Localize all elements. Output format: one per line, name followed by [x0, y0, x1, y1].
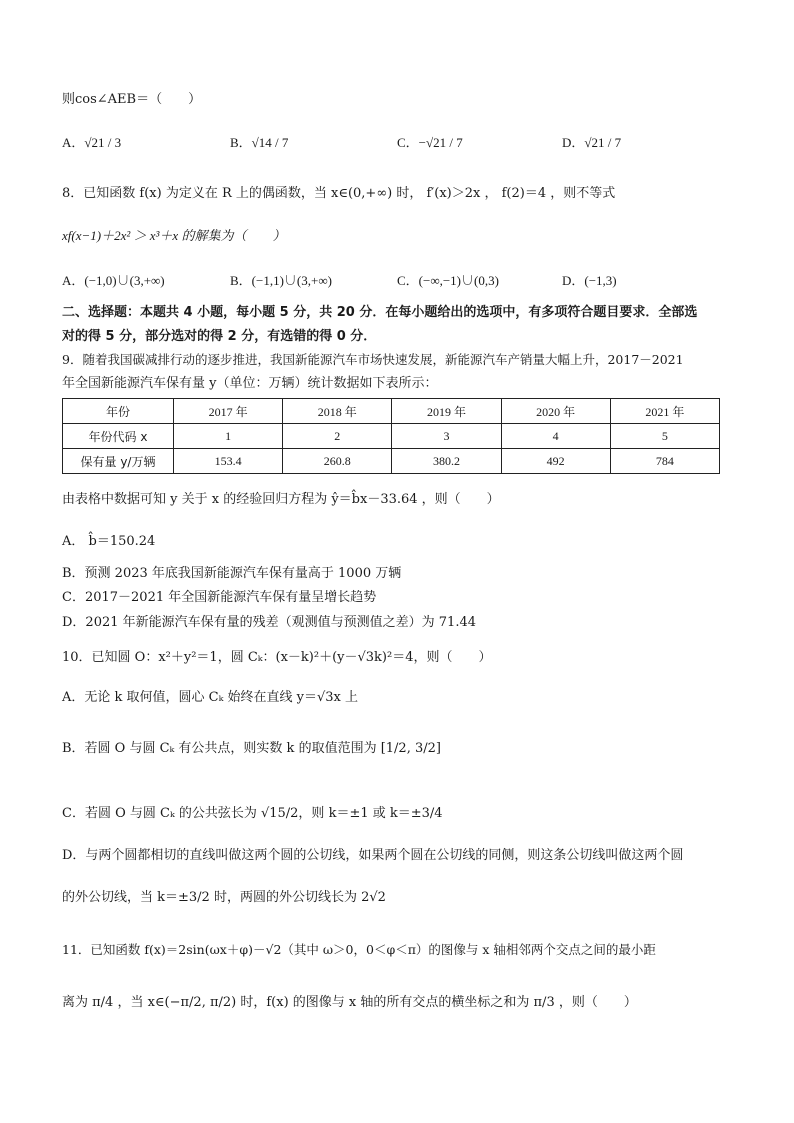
q8-options: [62, 270, 742, 310]
table-row: [63, 399, 720, 424]
table-cell: 2020 年: [501, 399, 610, 424]
q7-option-a: A．√21 / 3: [62, 135, 122, 150]
section2-line1: 二、选择题：本题共 4 小题，每小题 5 分，共 20 分．在每小题给出的选项中，有多项符合题目要求．全部选: [62, 305, 698, 320]
q10-option-c: C．若圆 O 与圆 Cₖ 的公共弦长为 √15/2，则 k＝±1 或 k＝±3/4: [62, 806, 443, 821]
table-cell: 492: [501, 449, 610, 474]
q10-option-d-cont: 的外公切线，当 k＝±3/2 时，两圆的外公切线长为 2√2: [62, 890, 386, 905]
q11-line1: 11．已知函数 f(x)＝2sin(ωx＋φ)－√2（其中 ω＞0，0＜φ＜π）的图像与 x 轴相邻两个交点之间的最小距: [62, 942, 656, 957]
table-cell: 2017 年: [174, 399, 283, 424]
q8-option-d: D．(−1,3): [562, 273, 617, 288]
q7-stem: 则cos∠AEB＝（ ）: [62, 92, 202, 107]
q9-line1: 9．随着我国碳减排行动的逐步推进，我国新能源汽车市场快速发展，新能源汽车产销量大幅上升，2017－2021: [62, 352, 684, 367]
table-cell: 2018 年: [283, 399, 392, 424]
q10-option-b: B．若圆 O 与圆 Cₖ 有公共点，则实数 k 的取值范围为 [1/2, 3/2]: [62, 741, 441, 756]
table-cell: 3: [392, 424, 501, 449]
q7-option-d: D．√21 / 7: [562, 135, 622, 150]
q9-option-c: C．2017－2021 年全国新能源汽车保有量呈增长趋势: [62, 590, 377, 605]
table-cell: 4: [501, 424, 610, 449]
table-cell: 年份: [63, 399, 174, 424]
table-cell: 153.4: [174, 449, 283, 474]
table-cell: 1: [174, 424, 283, 449]
table-row: [63, 424, 720, 449]
q8-option-a: A．(−1,0)∪(3,+∞): [62, 273, 165, 288]
table-cell: 260.8: [283, 449, 392, 474]
q7-options: [62, 132, 742, 172]
q10-option-a: A．无论 k 取何值，圆心 Cₖ 始终在直线 y＝√3x 上: [62, 690, 358, 705]
q9-option-d: D．2021 年新能源汽车保有量的残差（观测值与预测值之差）为 71.44: [62, 615, 476, 630]
q7-option-b: B．√14 / 7: [230, 135, 289, 150]
q8-option-c: C．(−∞,−1)∪(0,3): [397, 273, 499, 288]
q11-line2: 离为 π/4 ，当 x∈(−π/2, π/2) 时，f(x) 的图像与 x 轴的所有交点的横坐标之和为 π/3 ，则（ ）: [62, 995, 637, 1010]
table-cell: 380.2: [392, 449, 501, 474]
q10-stem: 10．已知圆 O：x²＋y²＝1，圆 Cₖ：(x－k)²＋(y－√3k)²＝4，则（ ）: [62, 650, 492, 665]
exam-page: [62, 0, 742, 1123]
q9-option-a: A． b̂＝150.24: [62, 534, 156, 549]
q8-line1: 8．已知函数 f(x) 为定义在 R 上的偶函数，当 x∈(0,+∞) 时， f′(x)＞2x ， f(2)＝4 ，则不等式: [62, 186, 616, 201]
section2-line2: 对的得 5 分，部分选对的得 2 分，有选错的得 0 分．: [62, 329, 377, 344]
q9-regression-line: 由表格中数据可知 y 关于 x 的经验回归方程为 ŷ＝b̂x－33.64 ，则（ ）: [62, 492, 500, 507]
q8-option-b: B．(−1,1)∪(3,+∞): [230, 273, 332, 288]
table-cell: 保有量 y/万辆: [63, 449, 174, 474]
table-cell: 2: [283, 424, 392, 449]
q7-option-c: C．−√21 / 7: [397, 135, 463, 150]
table-cell: 784: [610, 449, 719, 474]
q9-line2: 年全国新能源汽车保有量 y（单位：万辆）统计数据如下表所示：: [62, 376, 438, 391]
q8-line2: xf(x−1)＋2x² ＞ x³＋x 的解集为（ ）: [62, 228, 286, 243]
table-cell: 年份代码 x: [63, 424, 174, 449]
table-cell: 2019 年: [392, 399, 501, 424]
q9-option-b: B．预测 2023 年底我国新能源汽车保有量高于 1000 万辆: [62, 566, 402, 581]
table-cell: 2021 年: [610, 399, 719, 424]
table-row: [63, 449, 720, 474]
q10-option-d: D．与两个圆都相切的直线叫做这两个圆的公切线，如果两个圆在公切线的同侧，则这条公切线叫做这两个圆: [62, 848, 684, 863]
table-cell: 5: [610, 424, 719, 449]
q9-data-table: [62, 398, 720, 474]
